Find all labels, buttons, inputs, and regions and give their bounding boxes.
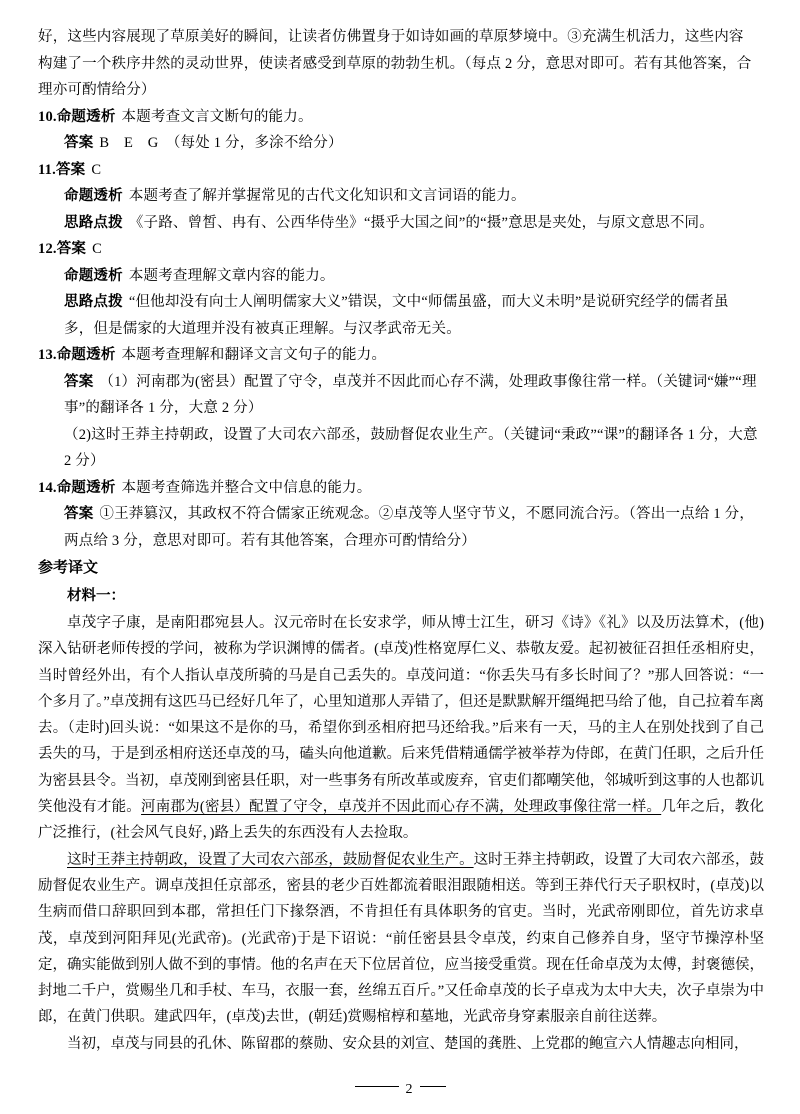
answer-line <box>38 157 764 184</box>
item-text: 《子路、曾皙、冉有、公西华侍坐》“摄乎大国之间”的“摄”意思是夹处，与原文意思不同。 <box>128 214 714 231</box>
item-tag: 思路点拨 <box>64 214 123 231</box>
answer-item-13 <box>38 342 764 475</box>
item-text: 本题考查理解文章内容的能力。 <box>128 267 335 284</box>
highlighted-sentence-2: 这时王莽主持朝政，设置了大司农六部丞，鼓励督促农业生产。 <box>67 851 474 868</box>
footer-dash-left <box>355 1086 399 1087</box>
answer-line <box>38 210 764 237</box>
answer-item-10 <box>38 104 764 157</box>
translation-text: 当初，卓茂与同县的孔休、陈留郡的蔡勋、安众县的刘宣、楚国的龚胜、上党郡的鲍宣六人情趣志向相同， <box>67 1035 749 1052</box>
item-tag: 命题透析 <box>56 347 116 363</box>
translation-text: 卓茂字子康，是南阳郡宛县人。汉元帝时在长安求学，师从博士江生，研习《诗》《礼》以及历法算术，(他)深入钻研老师传授的学问，被称为学识渊博的儒者。(卓茂)性格宽厚仁义、恭敬友爱。起初被征召担任丞相府史，当时曾经外出，有个人指认卓茂所骑的马是自己丢失的。卓茂问道：“你丢失马有多长时间了？”那人回答说：“一个多月了。”卓茂拥有这匹马已经好几年了，心里知道那人弄错了，但还是默默解开缰绳把马给了他，自己拉着车离去。（走时)回头说：“如果这不是你的马，希望你到丞相府把马还给我。”后来有一天，马的主人在别处找到了自己丢失的马，于是到丞相府送还卓茂的马，磕头向他道歉。后来凭借精通儒学被举荐为侍郎，在黄门任职，之后升任为密县县令。当初，卓茂刚到密县任职，对一些事务有所改革或废弃，官吏们都嘲笑他，邻城听到这事的人也都讥笑他没有才能。 <box>38 615 764 816</box>
answer-line <box>38 342 764 369</box>
footer-dash-right <box>420 1086 446 1087</box>
item-text: 两点给 3 分，意思对即可。若有其他答案，合理亦可酌情给分） <box>64 532 476 549</box>
item-text: “但他却没有向士人阐明儒家大义”错误，文中“师儒虽盛，而大义未明”是说研究经学的儒者虽 <box>128 294 729 310</box>
page-content <box>38 24 764 1057</box>
item-text: 事”的翻译各 1 分，大意 2 分） <box>64 400 263 416</box>
answer-line <box>38 501 764 528</box>
item-tag: 命题透析 <box>56 108 116 125</box>
item-number-10: 10. <box>38 108 57 125</box>
answer-line <box>38 475 764 502</box>
item-tag: 命题透析 <box>64 267 123 284</box>
top-paragraph-line-2: 构建了一个秩序井然的灵动世界，使读者感受到草原的勃勃生机。（每点 2 分，意思对即可。若有其他答案，合 <box>38 55 752 72</box>
translation-paragraph-2 <box>38 847 764 1031</box>
answer-line <box>38 289 764 316</box>
answer-line <box>38 236 764 263</box>
item-text: 2 分） <box>64 453 105 469</box>
answer-line <box>38 316 764 343</box>
page-number: 2 <box>405 1082 413 1097</box>
top-paragraph-line-3: 理亦可酌情给分） <box>38 82 156 98</box>
item-text: B E G （每处 1 分，多涂不给分） <box>99 135 343 151</box>
item-tag: 答案 <box>55 161 86 178</box>
material-one-label: 材料一： <box>67 588 125 604</box>
answer-line <box>38 130 764 157</box>
answer-line <box>38 395 764 422</box>
item-text: 多，但是儒家的大道理并没有被真正理解。与汉孝武帝无关。 <box>64 320 461 337</box>
top-paragraph <box>38 24 764 104</box>
item-text: （1）河南郡为(密县）配置了守令，卓茂并不因此而心存不满，处理政事像往常一样。（关键词“嫌”“理 <box>99 373 757 390</box>
item-number-13: 13. <box>38 347 57 363</box>
item-text: 本题考查理解和翻译文言文句子的能力。 <box>121 347 387 363</box>
item-text: 本题考查文言文断句的能力。 <box>121 108 313 125</box>
answer-item-12 <box>38 236 764 342</box>
page-footer <box>0 1082 800 1098</box>
answer-line <box>38 263 764 290</box>
translation-text: 这时王莽主持朝政，设置了大司农六部丞，鼓励督促农业生产。调卓茂担任京部丞，密县的老少百姓都流着眼泪跟随相送。等到王莽代行天子职权时，(卓茂)以生病而借口辞职回到本郡，常担任门下掾祭酒，不肯担任有具体职务的官吏。当时，光武帝刚即位，首先访求卓茂，卓茂到河阳拜见(光武帝)。(光武帝)于是下诏说：“前任密县县令卓茂，约束自己修养自身，坚守节操淳朴坚定，确实能做到别人做不到的事情。他的名声在天下位居首位，应当接受重赏。现在任命卓茂为太傅，封褒德侯，封地二千户，赏赐坐几和手杖、车马，衣服一套，丝绵五百斤。”又任命卓茂的长子卓戎为太中大夫，次子卓崇为中郎，在黄门供职。建武四年，(卓茂)去世，(朝廷)赏赐棺椁和墓地，光武帝身穿素服亲自前往送葬。 <box>38 851 764 1026</box>
item-number-11: 11. <box>38 161 56 178</box>
answer-item-14 <box>38 475 764 555</box>
answer-line <box>38 183 764 210</box>
answer-line <box>38 448 764 475</box>
item-text: C <box>91 161 102 178</box>
item-text: C <box>92 241 103 257</box>
translation-paragraph-3 <box>38 1031 764 1057</box>
answer-line <box>38 104 764 131</box>
answer-line <box>38 528 764 555</box>
item-text: 本题考查筛选并整合文中信息的能力。 <box>121 479 372 496</box>
item-tag: 命题透析 <box>64 188 123 204</box>
item-tag: 答案 <box>64 135 94 151</box>
answer-line <box>38 422 764 449</box>
item-tag: 思路点拨 <box>64 294 123 310</box>
item-tag: 答案 <box>64 506 94 522</box>
highlighted-sentence-1: 河南郡为(密县）配置了守令，卓茂并不因此而心存不满，处理政事像往常一样。 <box>141 799 662 816</box>
reference-translation-title: 参考译文 <box>38 560 99 576</box>
item-tag: 答案 <box>56 241 87 257</box>
item-tag: 命题透析 <box>56 479 116 496</box>
item-text: ①王莽篡汉，其政权不符合儒家正统观念。②卓茂等人坚守节义，不愿同流合污。（答出一点给 1 分， <box>99 506 755 522</box>
item-text: 本题考查了解并掌握常见的古代文化知识和文言词语的能力。 <box>128 188 526 204</box>
item-number-14: 14. <box>38 479 57 496</box>
item-tag: 答案 <box>64 373 94 390</box>
top-paragraph-line-1: 好，这些内容展现了草原美好的瞬间，让读者仿佛置身于如诗如画的草原梦境中。③充满生机活力，这些内容 <box>38 29 744 45</box>
translation-paragraph-1: 卓茂字子康，是南阳郡宛县人。汉元帝时在长安求学，师从博士江生，研习《诗》《礼》以及历法算术，(他)深入钻研老师传授的学问，被称为学识渊博的儒者。(卓茂)性格宽厚仁义、恭敬友爱。起初被征召担任丞相府史，当时曾经外出，有个人指认卓茂所骑的马是自己丢失的。卓茂问道：“你丢失马有多长时间了？”那人回答说：“一个多月了。”卓茂拥有这匹马已经好几年了，心里知道那人弄错了，但还是默默解开缰绳把马给了他，自己拉着车离去。（走时)回头说：“如果这不是你的马，希望你到丞相府把马还给我。”后来有一天，马的主人在别处找到了自己丢失的马，于是到丞相府送还卓茂的马，磕头向他道歉。后来凭借精通儒学被举荐为侍郎，在黄门任职，之后升任为密县县令。当初，卓茂刚到密县任职，对一些事务有所改革或废弃，官吏们都嘲笑他，邻城听到这事的人也都讥笑他没有才能。河南郡为(密县）配置了守令，卓茂并不因此而心存不满，处理政事像往常一样。几年之后，教化广泛推行，(社会风气良好，)路上丢失的东西没有人去捡取。 <box>38 615 765 842</box>
answer-line <box>38 369 764 396</box>
answer-item-11 <box>38 157 764 237</box>
item-number-12: 12. <box>38 241 57 257</box>
item-text: （2)这时王莽主持朝政，设置了大司农六部丞，鼓励督促农业生产。（关键词“秉政”“课”的翻译各 1 分，大意 <box>64 426 758 443</box>
